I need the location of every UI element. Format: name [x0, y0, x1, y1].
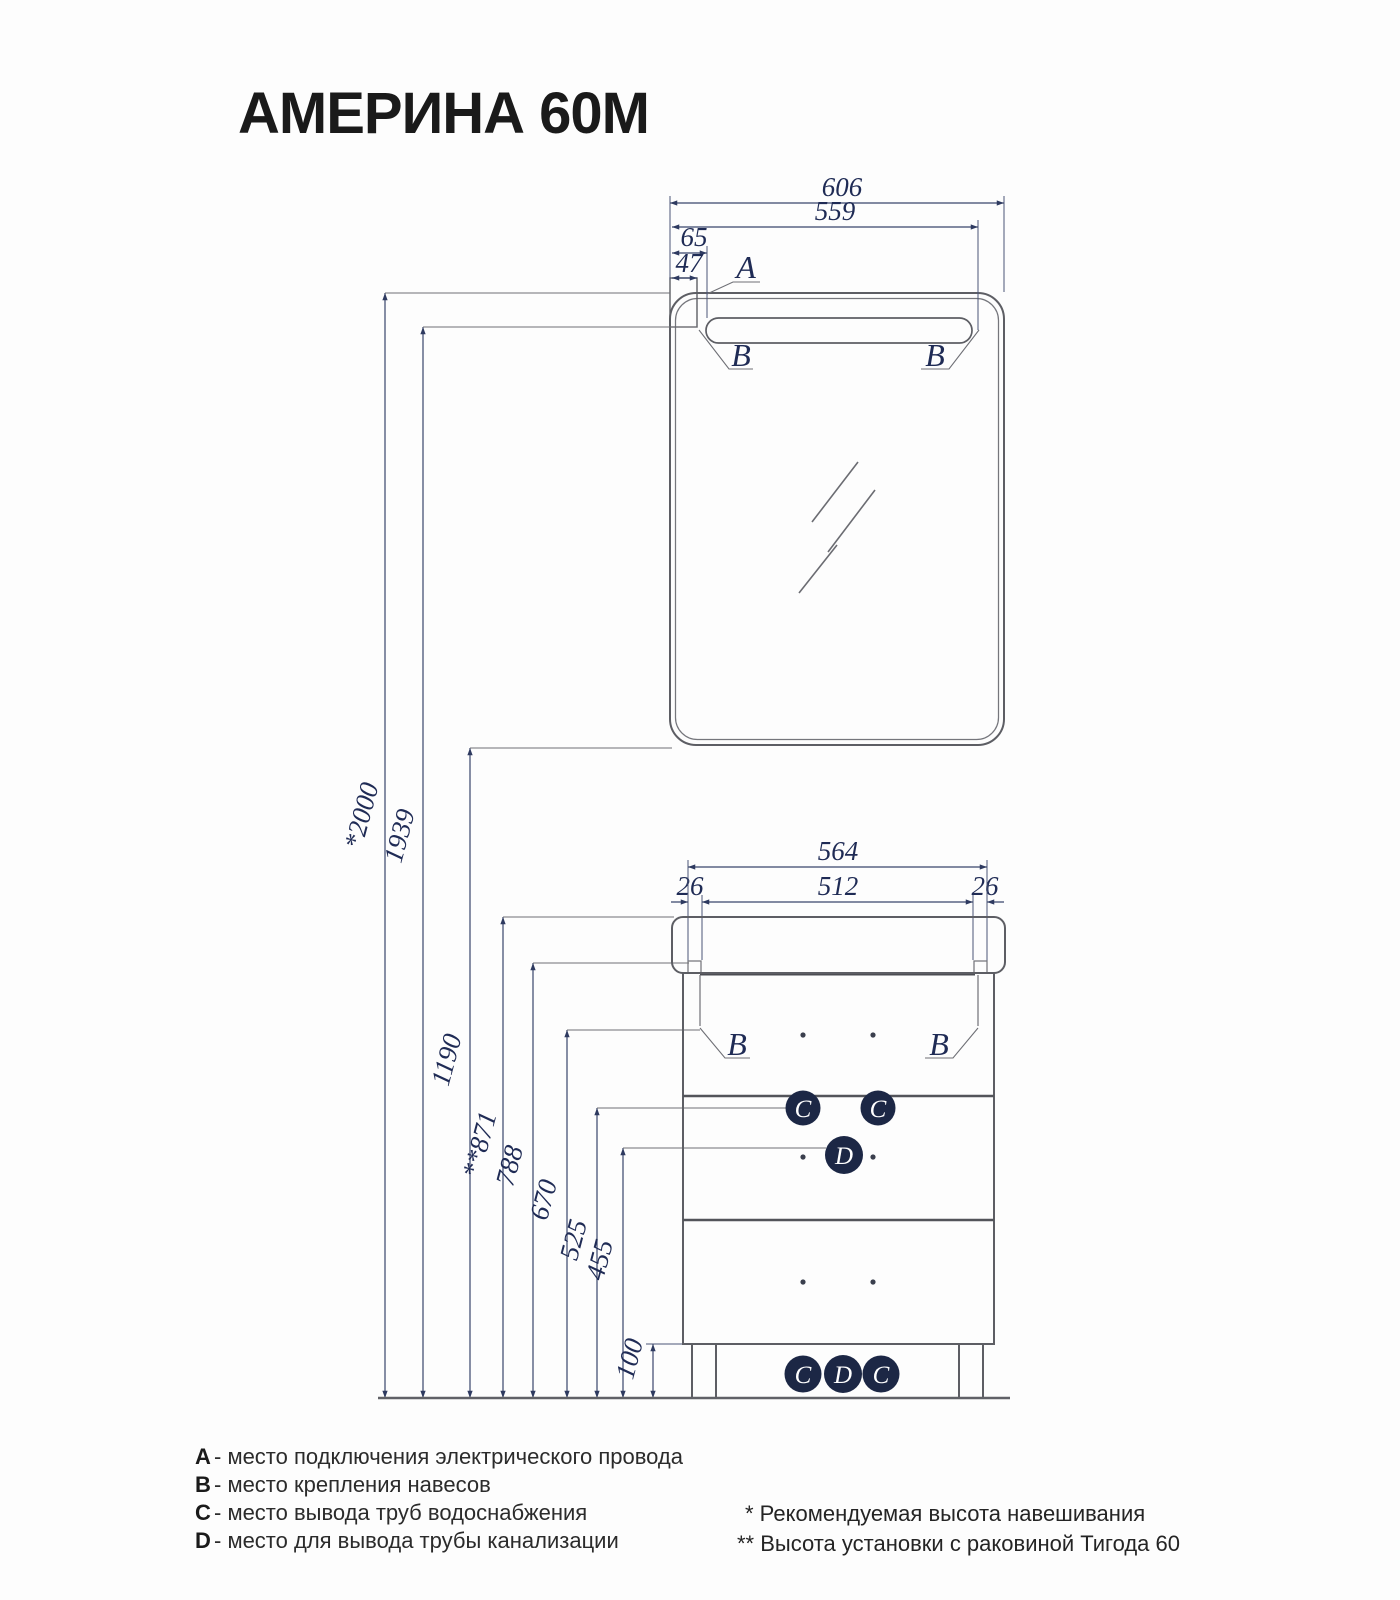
- cabinet-label-b-right: B: [929, 1026, 949, 1062]
- mirror-label-b-right: B: [925, 337, 945, 373]
- glass-hatch-line: [812, 462, 858, 522]
- cabinet-leg-left: [692, 1344, 716, 1398]
- legend: [195, 1444, 684, 1553]
- mirror-view: [670, 249, 1004, 745]
- dim-512: 512: [817, 871, 859, 901]
- dim-788: 788: [489, 1142, 530, 1190]
- dim-670: 670: [523, 1176, 564, 1224]
- footnote-install-height: ** Высота установки с раковиной Тигода 60: [737, 1531, 1180, 1556]
- basin-clip-left: [688, 961, 701, 973]
- page-title: АМЕРИНА 60М: [238, 81, 649, 146]
- dim-1939: 1939: [377, 805, 421, 866]
- bottom-callout-c-left-label: C: [794, 1362, 812, 1389]
- legend-letter-b: B: [195, 1472, 211, 1497]
- dim-564: 564: [817, 836, 859, 866]
- dim-559: 559: [814, 196, 856, 226]
- dim-26-right: 26: [971, 871, 999, 901]
- legend-letter-a: A: [195, 1444, 211, 1469]
- mirror-outer-outline: [670, 293, 1004, 745]
- handle-mark: [800, 1279, 805, 1284]
- electric-connection-box: [670, 278, 697, 327]
- water-supply-callout-left-label: C: [794, 1096, 812, 1123]
- legend-letter-c: C: [195, 1500, 211, 1525]
- cabinet-leg-right: [959, 1344, 983, 1398]
- handle-mark: [870, 1032, 875, 1037]
- mirror-top-dimensions: [670, 172, 1004, 330]
- washbasin-outline: [672, 917, 1005, 973]
- water-supply-callout-right-label: C: [869, 1096, 887, 1123]
- legend-text-d: - место для вывода трубы канализации: [214, 1528, 619, 1553]
- height-dimensions: [338, 293, 826, 1398]
- dim-525: 525: [553, 1216, 594, 1264]
- cabinet-top-dimensions: [671, 836, 1004, 961]
- mirror-inner-outline: [676, 299, 999, 740]
- footnote-hanging-height: * Рекомендуемая высота навешивания: [745, 1501, 1146, 1526]
- handle-mark: [800, 1032, 805, 1037]
- dim-2000: *2000: [338, 779, 385, 853]
- dim-455: 455: [579, 1236, 620, 1284]
- legend-text-a: - место подключения электрического провода: [214, 1444, 683, 1469]
- drain-callout-label: D: [834, 1143, 854, 1170]
- handle-mark: [800, 1154, 805, 1159]
- mirror-label-b-left: B: [731, 337, 751, 373]
- glass-hatch-line: [828, 490, 875, 552]
- legend-text-b: - место крепления навесов: [214, 1472, 491, 1497]
- handle-mark: [870, 1279, 875, 1284]
- dim-1190: 1190: [425, 1030, 468, 1089]
- cabinet-label-b-left: B: [727, 1026, 747, 1062]
- footnotes: [737, 1501, 1180, 1556]
- dim-100: 100: [609, 1335, 650, 1383]
- legend-letter-d: D: [195, 1528, 211, 1553]
- basin-clip-right: [974, 961, 987, 973]
- glass-hatch-line: [799, 545, 837, 593]
- legend-text-c: - место вывода труб водоснабжения: [214, 1500, 588, 1525]
- dim-871: **871: [456, 1108, 503, 1182]
- dim-606: 606: [821, 172, 863, 202]
- dim-47: 47: [675, 248, 703, 278]
- dim-26-left: 26: [676, 871, 704, 901]
- dim-65: 65: [680, 222, 708, 252]
- handle-mark: [870, 1154, 875, 1159]
- bottom-callout-c-right-label: C: [872, 1362, 890, 1389]
- bottom-callout-d-label: D: [833, 1362, 853, 1389]
- label-a: A: [736, 249, 756, 285]
